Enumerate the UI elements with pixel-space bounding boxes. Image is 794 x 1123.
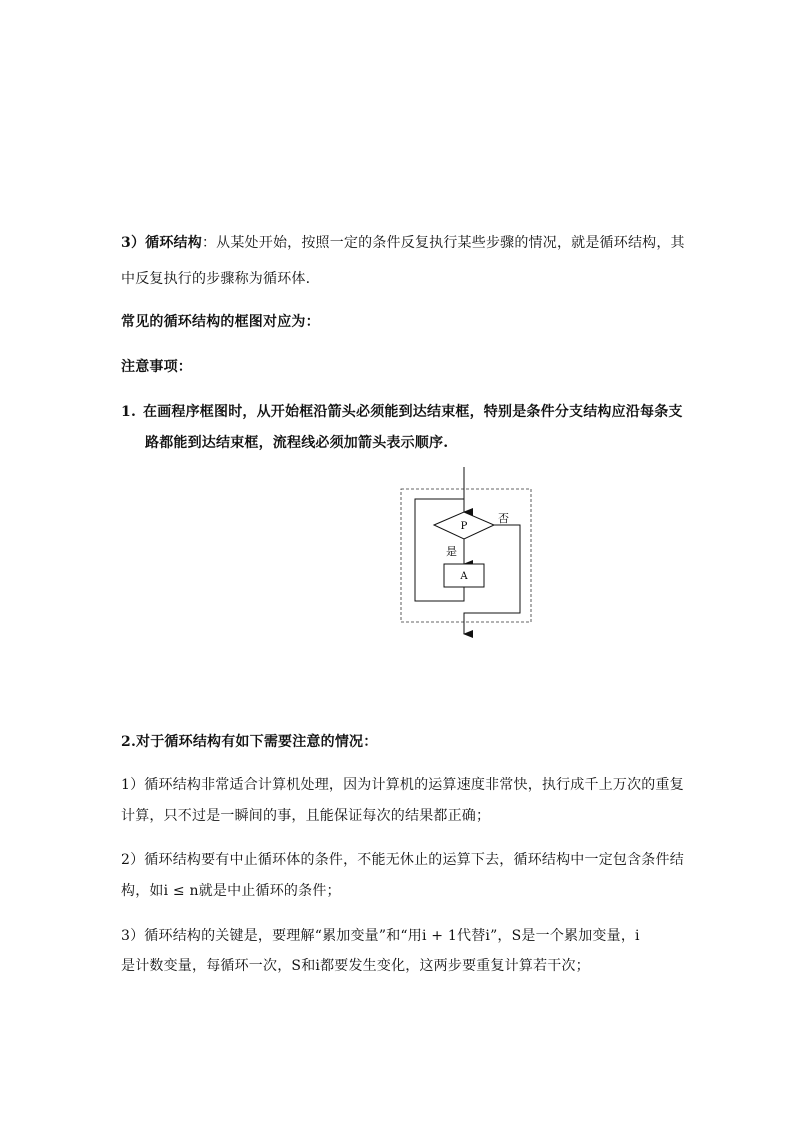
loop-structure-definition-line2: 中反复执行的步骤称为循环体. bbox=[121, 271, 311, 287]
loop-flowchart bbox=[394, 464, 539, 646]
loop-structure-definition-text: ：从某处开始，按照一定的条件反复执行某些步骤的情况，就是循环结构，其 bbox=[201, 235, 685, 251]
process-label: A bbox=[460, 571, 468, 582]
note1-line2: 路都能到达结束框，流程线必须加箭头表示顺序. bbox=[145, 435, 449, 451]
item3-line2: 是计数变量，每循环一次，S和i都要发生变化，这两步要重复计算若干次； bbox=[121, 958, 590, 974]
note1-text-line1: 在画程序框图时，从开始框沿箭头必须能到达结束框，特别是条件分支结构应沿每条支 bbox=[143, 404, 683, 420]
note1-number: 1. bbox=[121, 404, 137, 420]
yes-label: 是 bbox=[446, 545, 457, 558]
section2-heading: 2.对于循环结构有如下需要注意的情况： bbox=[121, 734, 378, 750]
note1-line1 bbox=[121, 402, 683, 422]
item2-line1: 2）循环结构要有中止循环体的条件，不能无休止的运算下去，循环结构中一定包含条件结 bbox=[121, 852, 684, 868]
item1-line1: 1）循环结构非常适合计算机处理，因为计算机的运算速度非常快，执行成千上万次的重复 bbox=[121, 777, 684, 793]
loop-structure-heading: 3）循环结构 bbox=[121, 235, 202, 251]
item1-line2: 计算，只不过是一瞬间的事，且能保证每次的结果都正确； bbox=[121, 808, 491, 824]
loop-structure-definition-line1 bbox=[121, 233, 685, 253]
common-block-diagram-heading: 常见的循环结构的框图对应为： bbox=[121, 314, 320, 330]
loop-boundary bbox=[401, 489, 531, 622]
item2-line2: 构，如i ≤ n就是中止循环的条件； bbox=[121, 883, 341, 899]
notes-heading: 注意事项： bbox=[121, 359, 192, 375]
no-label: 否 bbox=[498, 512, 509, 525]
condition-label: P bbox=[460, 521, 468, 532]
item3-line1: 3）循环结构的关键是，要理解“累加变量”和“用i + 1代替i”，S是一个累加变量，i bbox=[121, 928, 640, 944]
